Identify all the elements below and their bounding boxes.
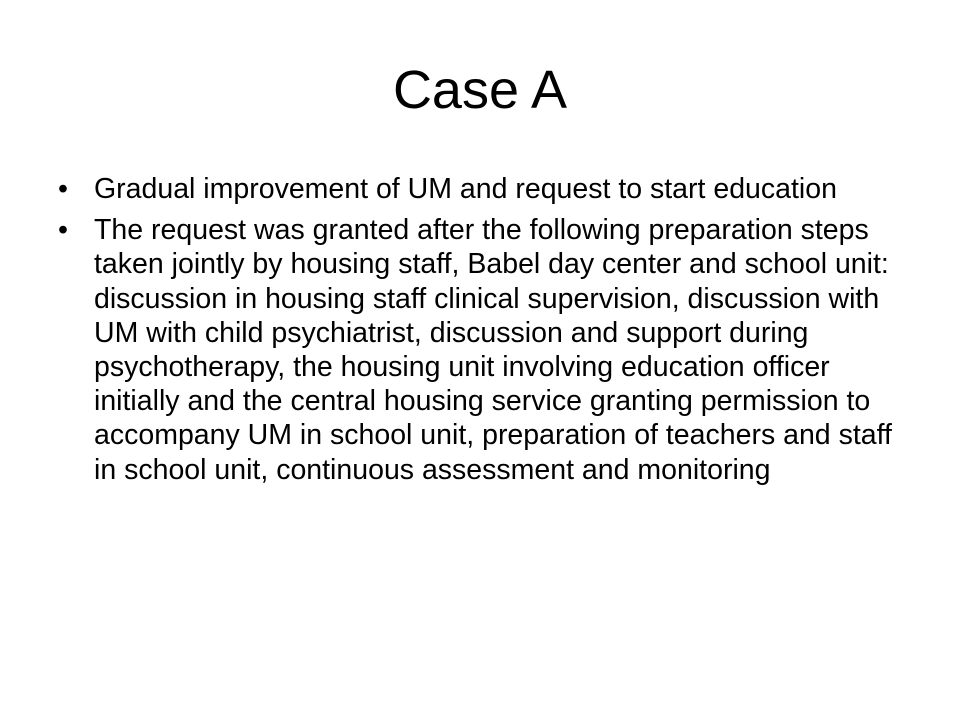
slide-title: Case A	[392, 60, 568, 120]
bullet-item-2	[58, 213, 918, 487]
bullet-text-2: The request was granted after the following preparation steps taken jointly by housing staff, Babel day center and school unit: discussion in housing staff clinical supervision, discussion with UM with child psychiatrist, discussion and support during psychotherapy, the housing unit involving education officer initially and the central housing service granting permission to accompany UM in school unit, preparation of teachers and staff in school unit, continuous assessment and monitoring	[94, 214, 892, 486]
bullet-item-1	[58, 172, 918, 206]
bullet-text-1: Gradual improvement of UM and request to start education	[94, 173, 837, 205]
bullet-marker-icon: •	[58, 214, 68, 247]
bullet-marker-icon: •	[58, 173, 68, 205]
bullet-list	[58, 172, 918, 494]
